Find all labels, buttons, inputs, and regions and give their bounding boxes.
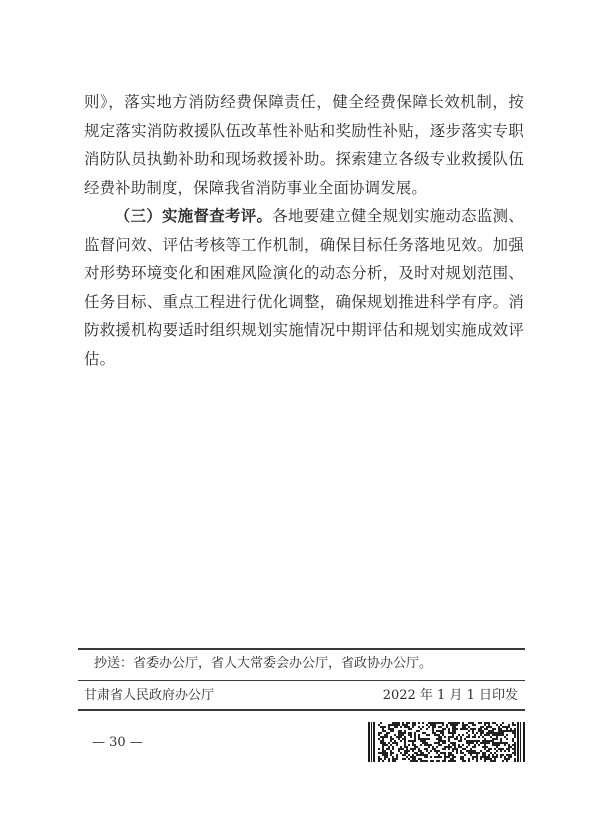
issuing-office: 甘肃省人民政府办公厅 <box>84 688 215 703</box>
cc-recipients: 省委办公厅，省人大常委会办公厅，省政协办公厅。 <box>133 656 433 671</box>
document-body <box>84 88 524 373</box>
paragraph-supervision-text: 各地要建立健全规划实施动态监测、监督问效、评估考核等工作机制，确保目标任务落地见效。加强对形势环境变化和困难风险演化的动态分析，及时对规划范围、任务目标、重点工程进行优化调整，确保规划推进科学有序。消防救援机构要适时组织规划实施情况中期评估和规划实施成效评估。 <box>84 207 524 368</box>
paragraph-continuation: 则》，落实地方消防经费保障责任，健全经费保障长效机制，按规定落实消防救援队伍改革性补贴和奖励性补贴，逐步落实专职消防队员执勤补助和现场救援补助。探索建立各级专业救援队伍经费补助制度，保障我省消防事业全面协调发展。 <box>84 93 524 197</box>
paragraph-supervision <box>84 202 524 373</box>
cc-label: 抄送： <box>94 656 134 671</box>
footer-middle-rule <box>78 680 525 681</box>
cc-line <box>94 654 432 674</box>
document-barcode-icon <box>368 722 525 762</box>
section-heading: （三）实施督查考评。 <box>114 207 273 225</box>
footer-top-rule <box>78 648 525 650</box>
footer-bottom-rule <box>78 709 525 711</box>
issue-date: 2022 年 1 月 1 日印发 <box>382 688 518 703</box>
page-number: — 30 — <box>92 735 143 750</box>
